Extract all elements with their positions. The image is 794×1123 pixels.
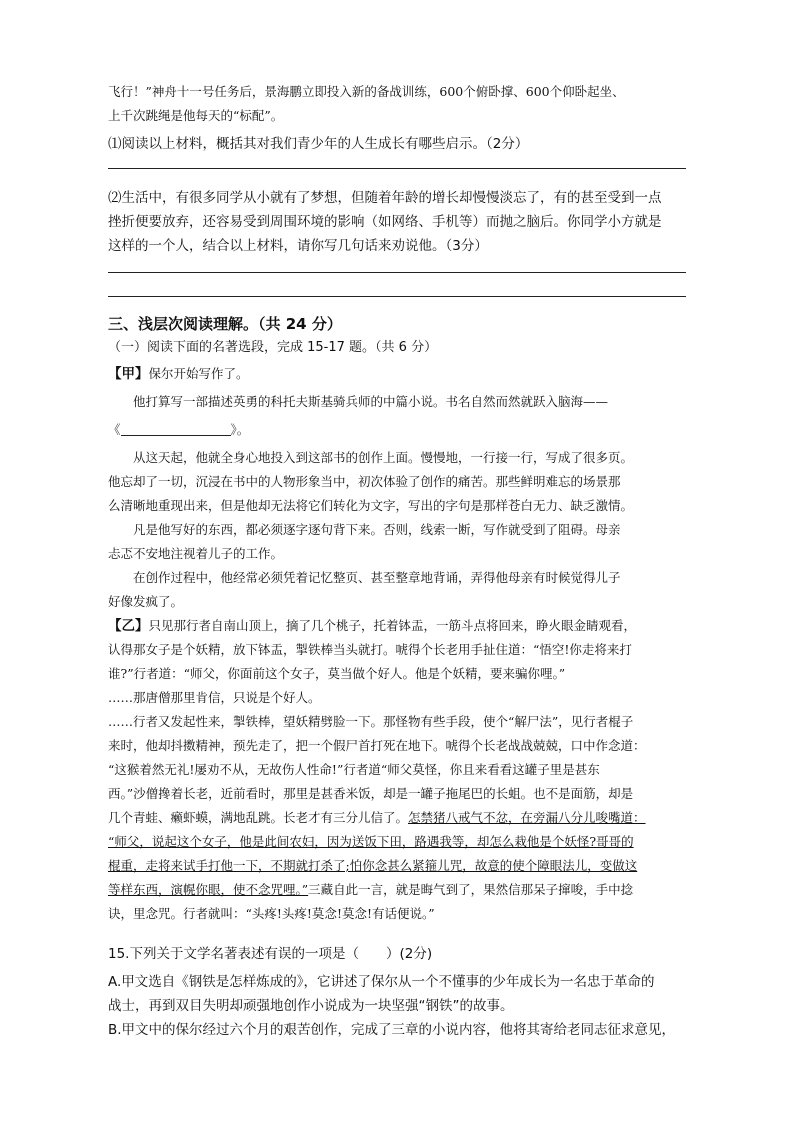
passage-line: 西。”沙僧搀着长老，近前看时，那里是甚香米饭，却是一罐子拖尾巴的长蛆。也不是面筋，却是 — [108, 786, 634, 801]
passage-line: 他打算写一部描述英勇的科托夫斯基骑兵师的中篇小说。书名自然而然就跃入脑海—— — [133, 394, 609, 409]
option-a[interactable]: A.甲文选自《钢铁是怎样炼成的》，它讲述了保尔从一个不懂事的少年成长为一名忠于革命的 — [108, 974, 655, 990]
question-1-text: ⑴阅读以上材料，概括其对我们青少年的人生成长有哪些启示。（2分） — [108, 136, 529, 152]
section-3 — [108, 312, 686, 360]
question-2-line: 挫折便要放弃，还容易受到周围环境的影响（如网络、手机等）而抛之脑后。你同学小方就是 — [108, 214, 662, 230]
book-title-blank[interactable] — [121, 421, 231, 436]
passage-line: 么清晰地重现出来，但是他却无法将它们转化为文字，写出的字句是那样苍白无力、缺乏激情。 — [108, 498, 634, 513]
passage-line: ……行者又发起性来，掣铁棒，望妖精劈脸一下。那怪物有些手段，使个“解尸法”，见行者棍子 — [108, 714, 634, 729]
book-bracket-open: 《 — [108, 422, 121, 437]
option-b[interactable]: B.甲文中的保尔经过六个月的艰苦创作，完成了三章的小说内容，他将其寄给老同志征求意见， — [108, 1022, 676, 1038]
section-title: 三、浅层次阅读理解。（共 24 分） — [108, 315, 342, 333]
question-2-line: ⑵生活中，有很多同学从小就有了梦想，但随着年龄的增长却慢慢淡忘了，有的甚至受到一点 — [108, 190, 662, 206]
passage-line: 好像发疯了。 — [108, 594, 184, 609]
question-2-line: 这样的一个人，结合以上材料，请你写几句话来劝说他。（3分） — [108, 238, 488, 254]
passage-tag-yi: 【乙】 — [108, 618, 149, 634]
question-15-stem: 15.下列关于文学名著表述有误的一项是（ ）(2分) — [108, 946, 433, 962]
passage-line: 飞行！”神舟十一号任务后，景海鹏立即投入新的备战训练，600个俯卧撑、600个仰卧起坐、 — [108, 84, 625, 99]
passage-line: 只见那行者自南山顶上，摘了几个桃子，托着钵盂，一筋斗点将回来，睁火眼金睛观看， — [148, 618, 637, 633]
answer-line[interactable] — [108, 272, 686, 273]
question-1 — [108, 132, 686, 156]
question-15 — [108, 942, 686, 1042]
underlined-text: 怎禁猪八戒气不忿，在旁漏八分儿唆嘴道： — [408, 810, 646, 825]
section-subtitle: （一）阅读下面的名著选段，完成 15-17 题。（共 6 分） — [108, 340, 438, 355]
passage-line: “这猴着然无礼!屡劝不从，无故伤人性命!”行者道“师父莫怪，你且来看看这罐子里是甚东 — [108, 762, 600, 777]
passage-line: 在创作过程中，他经常必须凭着记忆整页、甚至整章地背诵，弄得他母亲有时候觉得儿子 — [133, 570, 621, 585]
underlined-text: “师父，说起这个女子，他是此间农妇，因为送饭下田，路遇我等，却怎么栽他是个妖怪?哥哥的 — [108, 834, 634, 849]
question-2 — [108, 186, 686, 258]
passage-line: 他忘却了一切，沉浸在书中的人物形象当中，初次体验了创作的痛苦。那些鲜明难忘的场景那 — [108, 474, 621, 489]
passage-yi — [108, 614, 686, 926]
passage-line: 从这天起，他就全身心地投入到这部书的创作上面。慢慢地，一行接一行，写成了很多页。 — [133, 450, 634, 465]
passage-line: 认得那女子是个妖精，放下钵盂，掣铁棒当头就打。唬得个长老用手扯住道：“悟空!你走将来打 — [108, 642, 632, 657]
passage-line: 凡是他写好的东西，都必须逐字逐句背下来。否则，线索一断，写作就受到了阻碍。母亲 — [133, 522, 621, 537]
answer-line[interactable] — [108, 168, 686, 169]
passage-line: 保尔开始写作了。 — [148, 366, 249, 381]
passage-line: 三藏自此一言，就是晦气到了，果然信那呆子撺唆，手中捻 — [308, 882, 634, 897]
answer-line[interactable] — [108, 296, 686, 297]
passage-line: 几个青蛙、癞虾蟆，满地乱跳。长老才有三分儿信了。 — [108, 810, 409, 825]
underlined-text: 等样东西，演幌你眼，使不念咒哩。” — [108, 882, 309, 897]
underlined-text: 棍重，走将来试手打他一下，不期就打杀了;怕你念甚么紧箍儿咒，故意的使个障眼法儿，变做这 — [108, 858, 638, 873]
book-bracket-close: 》。 — [230, 422, 250, 437]
passage-line: 忐忑不安地注视着儿子的工作。 — [108, 546, 284, 561]
passage-continuation — [108, 80, 686, 128]
option-a-cont: 战士，再到双目失明却顽强地创作小说成为一块坚强“钢铁”的故事。 — [108, 998, 514, 1014]
passage-jia — [108, 362, 686, 614]
passage-tag-jia: 【甲】 — [108, 366, 149, 382]
passage-line: 诀，里念咒。行者就叫：“头疼!头疼!莫念!莫念!有话便说。” — [108, 906, 435, 921]
passage-line: 谁?”行者道：“师父，你面前这个女子，莫当做个好人。他是个妖精，要来骗你哩。” — [108, 666, 566, 681]
passage-line: 上千次跳绳是他每天的“标配”。 — [108, 108, 284, 123]
passage-line: 来时，他却抖擞精神，预先走了，把一个假尸首打死在地下。唬得个长老战战兢兢，口中作念道： — [108, 738, 646, 753]
passage-line: ……那唐僧那里肯信，只说是个好人。 — [108, 690, 321, 705]
